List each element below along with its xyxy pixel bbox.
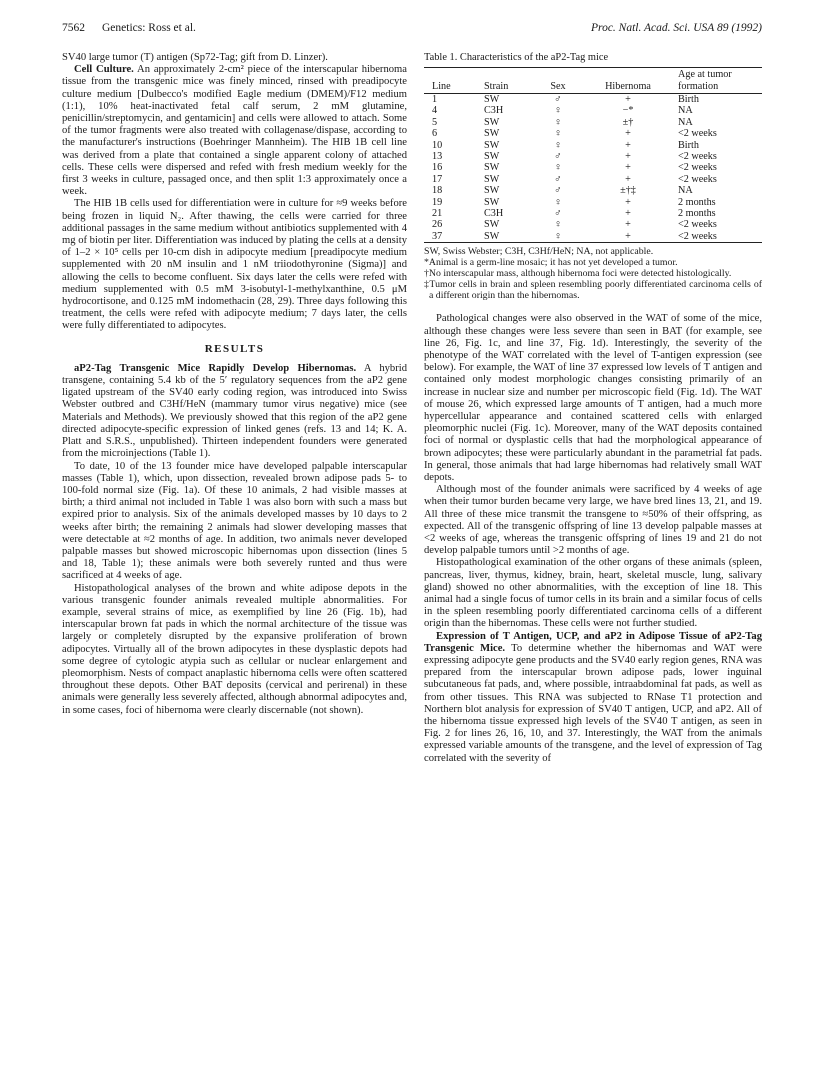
table-cell: 16 <box>432 162 443 174</box>
paragraph-text: To determine whether the hibernomas and WAT were expressing adipocyte gene products and the SV40 early region genes, RNA was prepared from the interscapular brown adipose pads, lower inguinal subcutaneous fat pads, and, where possible, intraabdominal fat pads, as well as from other tissues. This RNA was subjected to RNase T1 protection and Northern blot analysis for expression of SV40 T antigen, UCP, and aP2. All of the hibernoma tissue expressed high levels of the SV40 T antigen, as seen in Fig. 2 for lines 26, 16, 10, and 37. Interestingly, the WAT from the animals expressed variable amounts of the transgene, and the level of expression of Tag correlated with the severity of <box>424 642 762 764</box>
table-cell: SW <box>484 116 500 128</box>
table-cell: + <box>625 128 631 140</box>
table-cell: SW <box>484 128 500 140</box>
running-title: Genetics: Ross et al. <box>102 22 196 34</box>
paragraph-other-organs: Histopathological examination of the other organs of these animals (spleen, pancreas, liver, thymus, kidney, brain, heart, skeletal muscle, lung, salivary gland) showed no other abnormalities, with the exception of line 18. This animal had a single focus of tumor cells in its brain and a similar focus of cells in the spleen resembling poorly differentiated carcinoma cells of a different origin than the hibernomas. These cells were not further studied. <box>424 557 762 630</box>
table-header-row <box>424 68 762 94</box>
table-cell: 26 <box>432 219 443 231</box>
table-cell: + <box>625 173 631 185</box>
column-header: Line <box>432 80 451 92</box>
table-cell: + <box>625 94 631 106</box>
column-header: Strain <box>484 80 509 92</box>
paragraph-founder-mice: To date, 10 of the 13 founder mice have developed palpable interscapular masses (Table 1), which, upon dissection, revealed brown adipose pads 5- to 100-fold normal size (Fig. 1a). Of these 10 animals, 2 had visible masses at birth; a third animal not included in Table 1 was also born with such a mass but expired prior to analysis. Six of the animals developed masses by 10 days to 2 weeks after birth; the remaining 2 animals had slower developing masses that were detectable at ≈2 months of age. In addition, two animals never developed palpable masses but showed microscopic hibernomas upon dissection (lines 5 and 18, Table 1); these animals were both severely runted and thus were sacrificed at 4 weeks of age. <box>62 460 407 582</box>
table-cell: ♀ <box>554 105 562 117</box>
table-row <box>424 162 762 173</box>
table-footnote: †No interscapular mass, although hibernoma foci were detected histologically. <box>424 268 732 280</box>
right-column <box>424 52 762 765</box>
table-cell: ♂ <box>554 151 562 163</box>
table-cell: Birth <box>678 94 699 106</box>
table-abbreviations: SW, Swiss Webster; C3H, C3Hf/HeN; NA, not applicable. <box>424 246 654 258</box>
table-row <box>424 219 762 230</box>
table-cell: + <box>625 162 631 174</box>
table-cell: ♀ <box>554 196 562 208</box>
column-header: Age at tumor formation <box>678 69 732 92</box>
table-cell: + <box>625 230 631 242</box>
table-cell: ♀ <box>554 139 562 151</box>
table-cell: C3H <box>484 105 504 117</box>
table-cell: SW <box>484 162 500 174</box>
table-cell: 6 <box>432 128 438 140</box>
table-cell: SW <box>484 173 500 185</box>
table-row <box>424 151 762 162</box>
table-cell: ♀ <box>554 128 562 140</box>
paragraph-transgenic-mice <box>62 363 407 461</box>
table-caption: Table 1. Characteristics of the aP2-Tag mice <box>424 52 609 63</box>
table-cell: + <box>625 151 631 163</box>
table-row <box>424 140 762 151</box>
table-cell: 17 <box>432 173 443 185</box>
journal-citation: Proc. Natl. Acad. Sci. USA 89 (1992) <box>591 22 762 34</box>
left-column <box>62 52 407 717</box>
table-cell: + <box>625 208 631 220</box>
table-cell: SW <box>484 196 500 208</box>
table-cell: 5 <box>432 116 438 128</box>
table-cell: <2 weeks <box>678 128 717 140</box>
table-footnote: *Animal is a germ-line mosaic; it has not yet developed a tumor. <box>424 257 678 269</box>
table-footnote: ‡Tumor cells in brain and spleen resembling poorly differentiated carcinoma cells of a different origin than the hibernomas. <box>424 279 762 302</box>
table-cell: ♂ <box>554 208 562 220</box>
table-cell: ♂ <box>554 94 562 106</box>
table-cell: C3H <box>484 208 504 220</box>
table-cell: 10 <box>432 139 443 151</box>
page-header <box>62 22 762 40</box>
paragraph-histopathology: Histopathological analyses of the brown and white adipose depots in the various transgenic founder animals revealed multiple abnormalities. For example, several strains of mice, as exemplified by line 26 (Fig. 1b), had interscapular brown fat pads in which the normal architecture of the tissue was largely or completely disrupted by the expansive proliferation of brown adipocytes. Virtually all of the brown adipocytes in these dysplastic depots had some degree of cytologic atypia such as cellular or nuclear enlargement and pleomorphism. Nests of compact anaplastic hibernoma cells were often scattered throughout these depots. Other BAT deposits (cervical and perirenal) in these animals were generally less severely affected, although abnormal adipocytes and, in some cases, foci of hibernoma were clearly discernable (not shown). <box>62 582 407 716</box>
section-lead-expression: Expression of T Antigen, UCP, and aP2 in Adipose Tissue of aP2-Tag Transgenic Mice. <box>424 630 762 654</box>
table-row <box>424 185 762 196</box>
table-cell: <2 weeks <box>678 151 717 163</box>
table-row <box>424 208 762 219</box>
paragraph-breeding: Although most of the founder animals were sacrificed by 4 weeks of age when their tumor burden became very large, we have bred lines 13, 21, and 19. All three of these mice transmit the transgene to ≈50% of their offspring, as expected. All of the transgenic offspring of line 13 develop palpable masses at <2 weeks of age, whereas the transgenic offspring of lines 19 and 21 do not develop palpable tumors until >2 months of age. <box>424 484 762 557</box>
table-cell: <2 weeks <box>678 219 717 231</box>
table-cell: 18 <box>432 185 443 197</box>
paragraph-reporter-plasmid: SV40 large tumor (T) antigen (Sp72-Tag; gift from D. Linzer). <box>62 52 328 63</box>
table-cell: ♂ <box>554 185 562 197</box>
table-cell: −* <box>622 105 634 117</box>
results-heading: RESULTS <box>204 342 265 355</box>
column-header: Sex <box>550 80 566 92</box>
paragraph-differentiation: The HIB 1B cells used for differentiation were in culture for ≈9 weeks before being frozen in liquid N₂. After thawing, the cells were carried for three additional passages in the same medium without antibiotics supplemented with 4 mg of biotin per liter. Differentiation was induced by plating the cells at a density of 1–2 × 10⁵ cells per 10-cm dish in adipocyte medium [preadipocyte medium supplemented with 20 nM insulin and 1 nM triiodothyronine (Sigma)] and allowing the cells to become confluent. Six days later the cells were refed with medium supplemented with 0.5 mM 3-isobutyl-1-methylxanthine, 0.5 μM hydrocortisone, and 0.125 mM indomethacin (28, 29). Three days following this treatment, the cells were refed with adipocyte medium; 7 days later, the cells were fully differentiated to adipocytes. <box>62 198 407 332</box>
table-cell: 37 <box>432 230 443 242</box>
table-cell: SW <box>484 185 500 197</box>
table-cell: NA <box>678 116 693 128</box>
table-row <box>424 117 762 128</box>
table-cell: SW <box>484 151 500 163</box>
table-row <box>424 174 762 185</box>
table-cell: SW <box>484 230 500 242</box>
paragraph-wat-pathology: Pathological changes were also observed in the WAT of some of the mice, although these changes were less severe than seen in BAT (for example, see line 26, Fig. 1c, and line 37, Fig. 1d). Interestingly, the severity of the phenotype of the WAT correlated with the level of T-antigen expression (see below). For example, the WAT of line 37 expressed low levels of T antigen and contained only modest morphologic changes consisting primarily of an increase in nuclear size and number per microscopic field (Fig. 1d). The WAT of mouse 26, which expressed large amounts of T antigen, had a much more hypercellular appearance and contained scattered cells with enlarged pleomorphic nuclei (Fig. 1c). Moreover, many of the WAT deposits contained foci of normal or dysplastic cells that had the morphological appearance of brown adipocytes; these were particularly abundant in the parametrial fat pads. In general, those animals that had large hibernomas had relatively small WAT depots. <box>424 313 762 483</box>
table-cell: + <box>625 139 631 151</box>
paragraph-cell-culture <box>62 64 407 198</box>
table-cell: <2 weeks <box>678 230 717 242</box>
column-header: Hibernoma <box>605 80 651 92</box>
section-lead-hibernomas: aP2-Tag Transgenic Mice Rapidly Develop Hibernomas. <box>74 362 357 374</box>
table-cell: ♀ <box>554 116 562 128</box>
table-cell: <2 weeks <box>678 173 717 185</box>
table-cell: 2 months <box>678 208 716 220</box>
table-cell: 4 <box>432 105 438 117</box>
paragraph-text: A hybrid transgene, containing 5.4 kb of the 5′ regulatory sequences from the aP2 gene ligated upstream of the SV40 early coding region, was introduced into Swiss Webster outbred and C3Hf/HeN (mammary tumor virus negative) mice (see Materials and Methods). We previously showed that this region of the aP2 gene directed adipocyte-specific expression of linked genes (refs. 13 and 14; K. A. Platt and S.R.S., unpublished). Thirteen independent founders were generated from the microinjections (Table 1). <box>62 362 408 460</box>
table-cell: Birth <box>678 139 699 151</box>
table-cell: ♂ <box>554 173 562 185</box>
table-cell: ±†‡ <box>620 185 636 197</box>
table-cell: NA <box>678 105 693 117</box>
paragraph-expression <box>424 631 762 765</box>
table-cell: 19 <box>432 196 443 208</box>
table-cell: SW <box>484 139 500 151</box>
page-number: 7562 <box>62 22 85 34</box>
table-row <box>424 231 762 243</box>
table-cell: + <box>625 196 631 208</box>
table-characteristics <box>424 67 762 243</box>
table-row <box>424 94 762 106</box>
table-cell: 1 <box>432 94 438 106</box>
paragraph-text: An approximately 2-cm² piece of the interscapular hibernoma tissue from the transgenic mice was finely minced, rinsed with preadipocyte culture medium [Dulbecco's modified Eagle medium (DMEM)/F12 medium (1:1), 10% heat-inactivated fetal calf serum, 2 mM glutamine, penicillin/streptomycin, and gentamicin] and cells were allowed to attach. Some of the tumor fragments were also treated with collagenase/dispase, according to the manufacturer's instructions (Boehringer Mannheim). The HIB 1B cell line was derived from a plate that contained a single apparent colony of attached cells. These cells were dispersed and refed with fresh medium weekly for the first 3 weeks in culture, passaged once, and then split 1:3 approximately once a week. <box>62 64 407 198</box>
table-row <box>424 197 762 208</box>
table-cell: <2 weeks <box>678 162 717 174</box>
table-cell: ♀ <box>554 230 562 242</box>
table-cell: ♀ <box>554 162 562 174</box>
table-cell: SW <box>484 94 500 106</box>
table-cell: 21 <box>432 208 443 220</box>
table-row <box>424 105 762 116</box>
table-cell: 2 months <box>678 196 716 208</box>
table-cell: ♀ <box>554 219 562 231</box>
table-cell: ±† <box>622 116 634 128</box>
table-cell: SW <box>484 219 500 231</box>
table-cell: NA <box>678 185 693 197</box>
table-cell: 13 <box>432 151 443 163</box>
table-cell: + <box>625 219 631 231</box>
section-lead-cell-culture: Cell Culture. <box>74 64 134 76</box>
table-notes <box>424 246 762 301</box>
table-row <box>424 128 762 139</box>
